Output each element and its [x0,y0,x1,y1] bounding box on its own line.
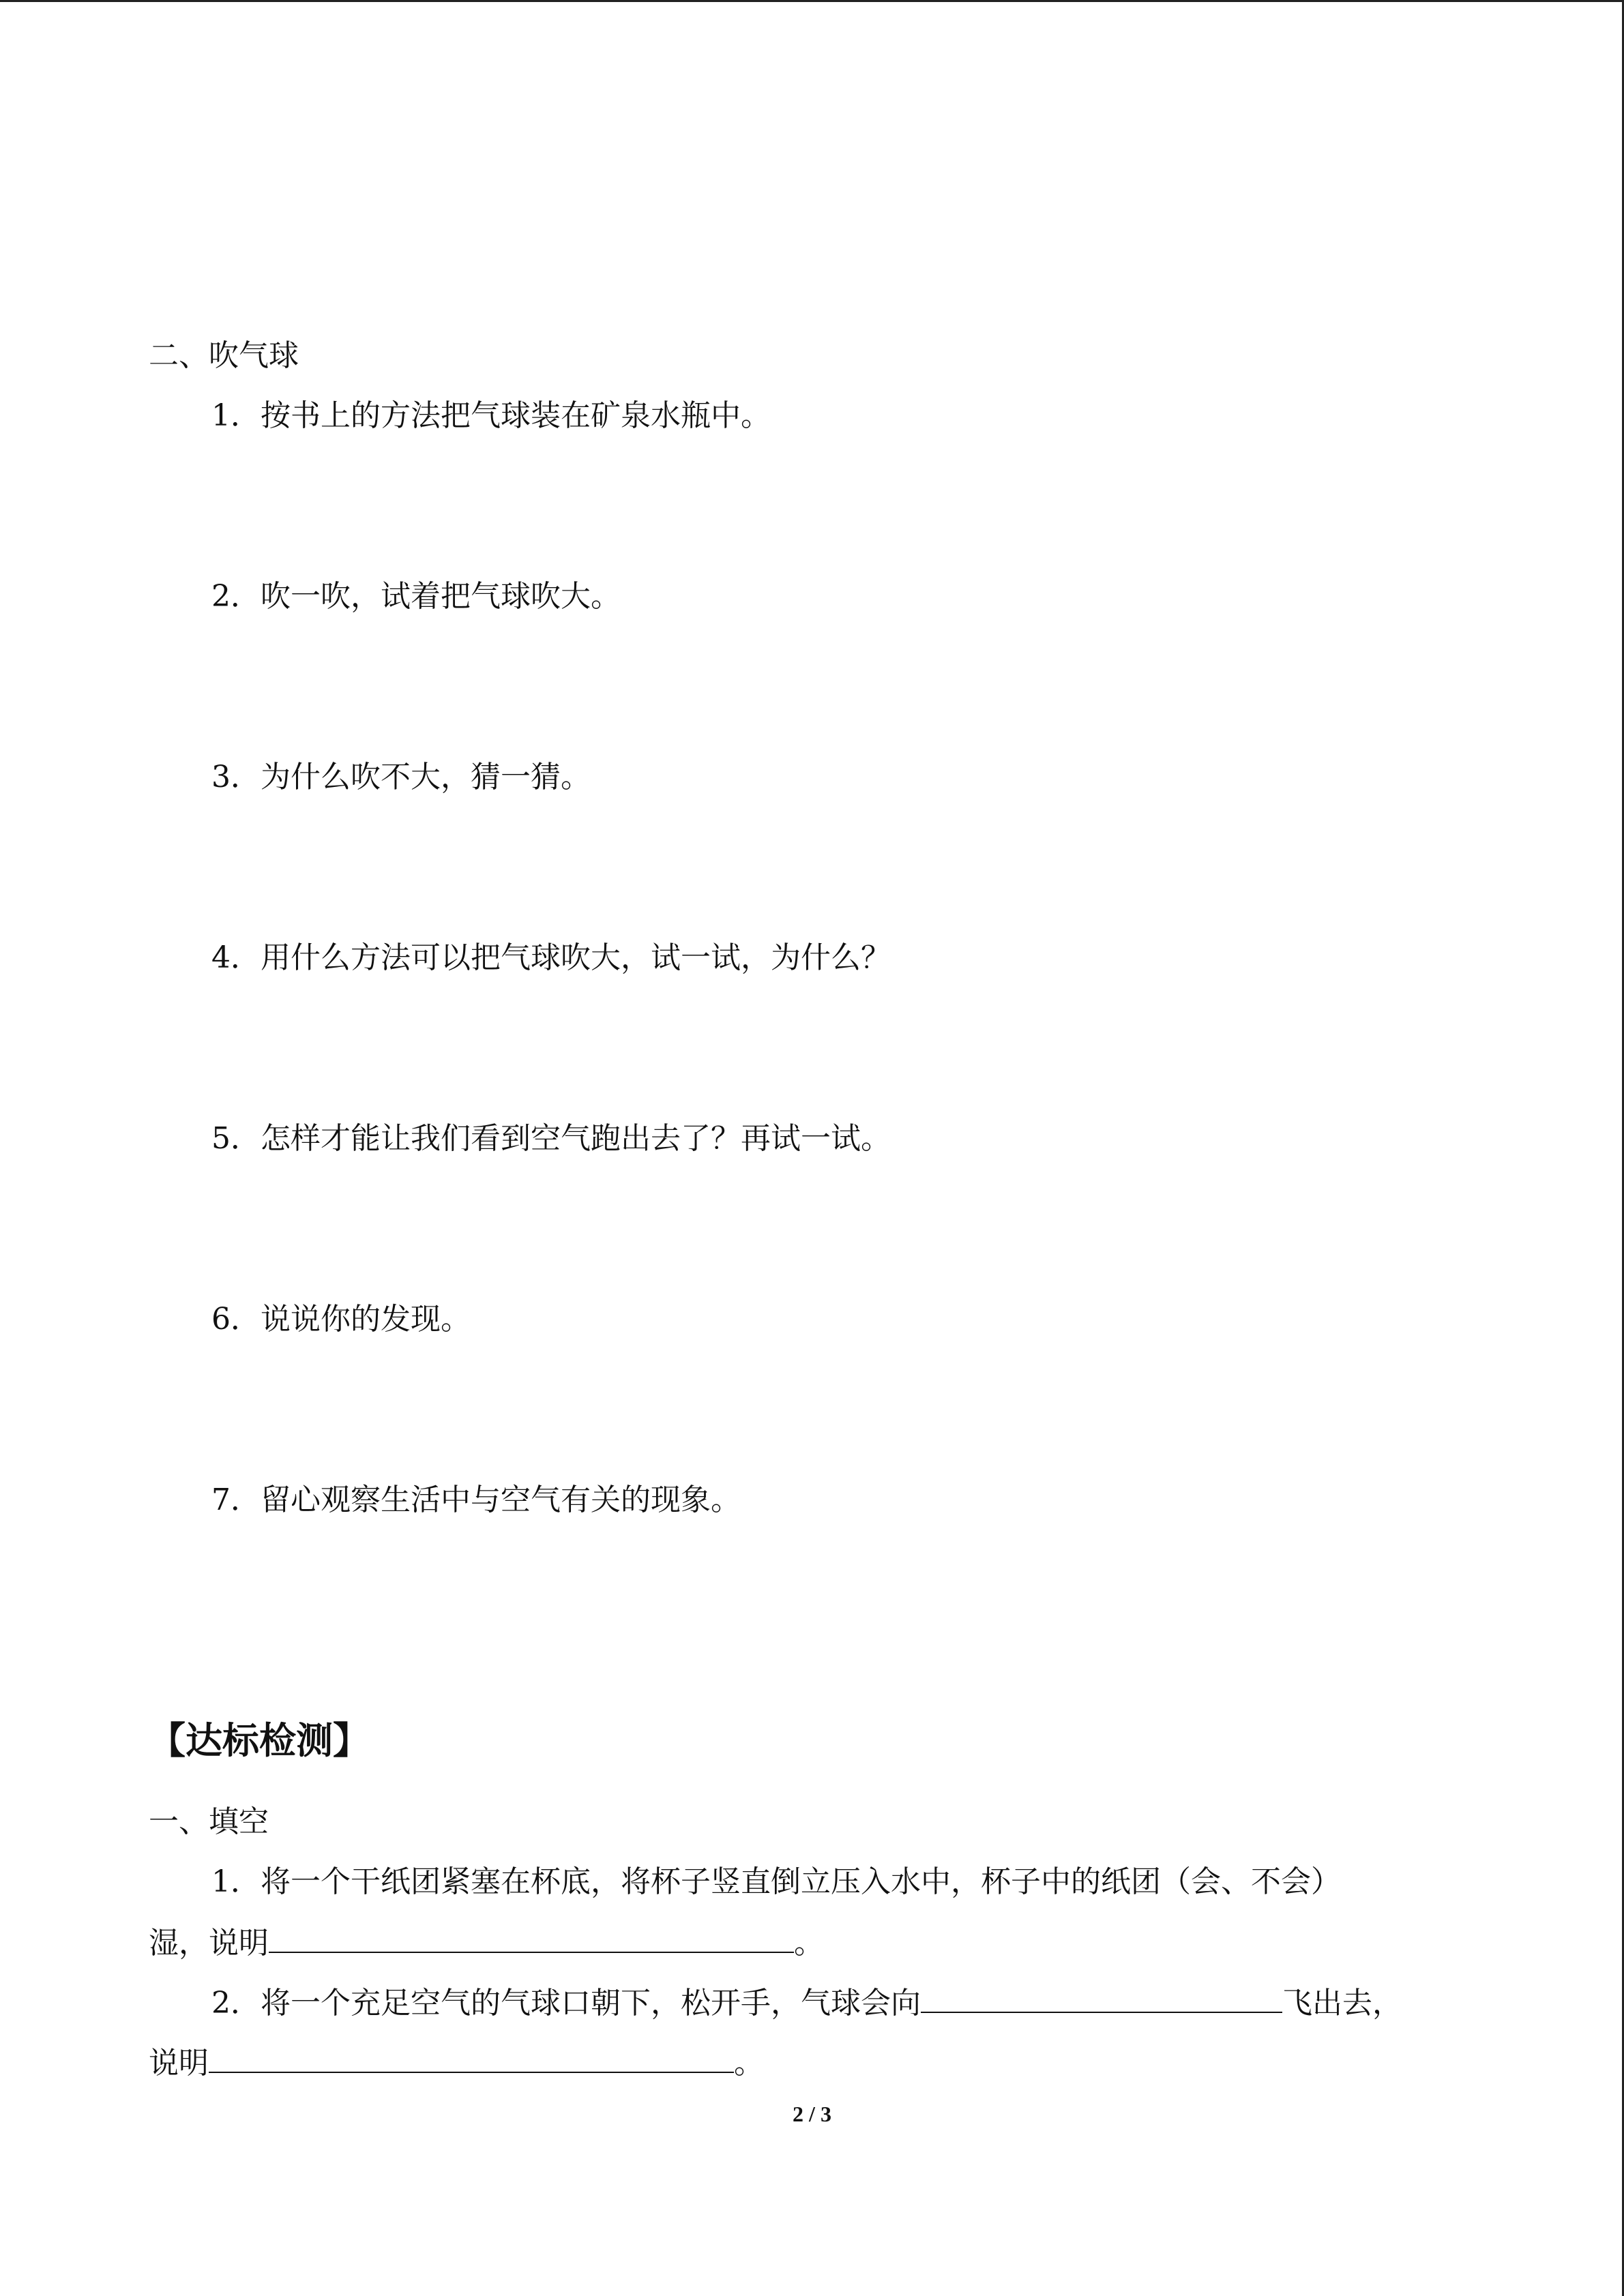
question-1-suffix: 。 [794,1926,824,1960]
question-2-direction-blank[interactable] [921,1982,1282,2013]
question-2-explanation-blank[interactable] [209,2042,734,2073]
page-top-border [0,0,1624,2]
step-7: 7．留心观察生活中与空气有关的现象。 [211,1482,741,1517]
question-2-prefix: 2．将一个充足空气的气球口朝下，松开手，气球会向 [211,1986,921,2021]
step-2: 2．吹一吹，试着把气球吹大。 [211,579,621,614]
question-1-prefix: 湿，说明 [149,1926,269,1960]
question-2-line-2 [149,2042,764,2084]
assessment-title: 【达标检测】 [149,1719,370,1762]
question-2-line-1 [211,1982,1402,2024]
question-2-line-2-prefix: 说明 [149,2046,209,2081]
question-2-line-2-suffix: 。 [734,2046,764,2081]
step-3: 3．为什么吹不大，猜一猜。 [211,760,591,794]
page-number: 2 / 3 [793,2102,831,2126]
question-1-line-1: 1．将一个干纸团紧塞在杯底，将杯子竖直倒立压入水中，杯子中的纸团（会、不会） [211,1864,1341,1899]
fill-in-heading: 一、填空 [149,1804,269,1839]
question-2-line-1-suffix: 飞出去， [1282,1986,1402,2021]
question-1-answer-blank[interactable] [269,1922,794,1953]
step-5: 5．怎样才能让我们看到空气跑出去了？再试一试。 [211,1121,891,1156]
step-1: 1．按书上的方法把气球装在矿泉水瓶中。 [211,398,771,433]
step-4: 4．用什么方法可以把气球吹大，试一试，为什么？ [211,940,891,975]
step-6: 6．说说你的发现。 [211,1302,471,1337]
question-1-line-2 [149,1922,824,1964]
section-heading-blow-balloon: 二、吹气球 [149,338,299,373]
